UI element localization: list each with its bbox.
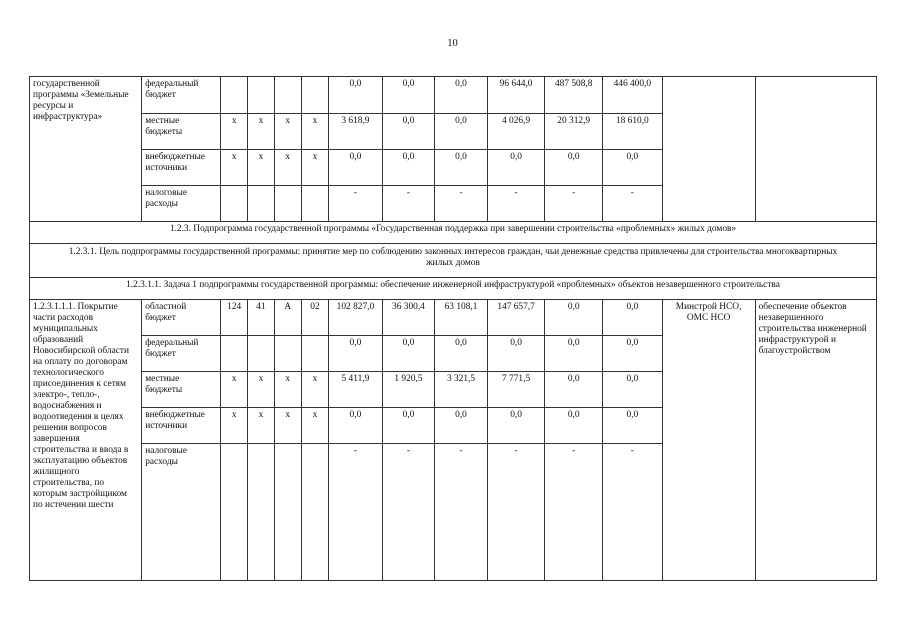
code-cell — [274, 186, 301, 222]
code-cell: 02 — [301, 300, 328, 336]
value-cell: - — [545, 444, 603, 581]
code-cell: х — [221, 114, 248, 150]
value-cell: - — [435, 186, 488, 222]
value-cell: 0,0 — [603, 300, 663, 336]
source-cell: налоговые расходы — [142, 186, 221, 222]
code-cell — [274, 336, 301, 372]
table-row — [30, 300, 877, 336]
value-cell: 20 312,9 — [545, 114, 603, 150]
code-cell: х — [301, 372, 328, 408]
activity-label: 1.2.3.1.1.1. Покрытие части расходов муниципальных образований Новосибирской области на оплату по договорам технологического присоединения к сетям электро-, тепло-, водоснабжения и водоотведения в целях решения вопросов завершения строительства и ввода в эксплуатацию объектов жилищного строительства, по которым застройщиком по истечении шести — [30, 300, 142, 581]
value-cell: 102 827,0 — [329, 300, 383, 336]
value-cell: 0,0 — [329, 408, 383, 444]
code-cell — [274, 444, 301, 581]
value-cell: 0,0 — [487, 150, 545, 186]
code-cell — [301, 444, 328, 581]
code-cell: А — [274, 300, 301, 336]
code-cell: х — [221, 150, 248, 186]
value-cell: 36 300,4 — [382, 300, 435, 336]
value-cell: 0,0 — [382, 150, 435, 186]
value-cell: 3 618,9 — [329, 114, 383, 150]
code-cell: х — [274, 150, 301, 186]
code-cell — [221, 186, 248, 222]
code-cell — [248, 444, 274, 581]
value-cell: 147 657,7 — [487, 300, 545, 336]
code-cell: х — [274, 114, 301, 150]
code-cell: х — [301, 408, 328, 444]
value-cell: 0,0 — [545, 150, 603, 186]
value-cell: 0,0 — [435, 114, 488, 150]
value-cell: - — [487, 186, 545, 222]
code-cell: х — [248, 372, 274, 408]
code-cell: х — [301, 150, 328, 186]
code-cell — [301, 77, 328, 114]
value-cell: - — [382, 444, 435, 581]
value-cell: 63 108,1 — [435, 300, 488, 336]
value-cell: 0,0 — [545, 300, 603, 336]
code-cell — [274, 77, 301, 114]
value-cell: 0,0 — [545, 408, 603, 444]
code-cell: х — [221, 408, 248, 444]
code-cell — [301, 336, 328, 372]
value-cell: 3 321,5 — [435, 372, 488, 408]
value-cell: 0,0 — [545, 336, 603, 372]
code-cell: х — [301, 114, 328, 150]
budget-table — [29, 76, 877, 581]
source-cell: местные бюджеты — [142, 114, 221, 150]
table-row — [30, 278, 877, 300]
value-cell: - — [603, 186, 663, 222]
value-cell: 5 411,9 — [329, 372, 383, 408]
code-cell — [301, 186, 328, 222]
subprogram-header: 1.2.3. Подпрограмма государственной программы «Государственная поддержка при завершении строительства «проблемных» жилых домов» — [30, 222, 877, 244]
result-cell — [755, 77, 876, 222]
value-cell: 0,0 — [545, 372, 603, 408]
value-cell: 0,0 — [382, 336, 435, 372]
value-cell: 0,0 — [435, 408, 488, 444]
source-cell: федеральный бюджет — [142, 336, 221, 372]
value-cell: - — [329, 186, 383, 222]
code-cell: х — [274, 372, 301, 408]
value-cell: 487 508,8 — [545, 77, 603, 114]
table-row — [30, 77, 877, 114]
value-cell: - — [435, 444, 488, 581]
value-cell: 0,0 — [603, 372, 663, 408]
code-cell — [248, 336, 274, 372]
source-cell: местные бюджеты — [142, 372, 221, 408]
code-cell: х — [248, 150, 274, 186]
value-cell: 0,0 — [603, 150, 663, 186]
value-cell: 0,0 — [382, 77, 435, 114]
value-cell: - — [329, 444, 383, 581]
code-cell: х — [248, 408, 274, 444]
source-cell: налоговые расходы — [142, 444, 221, 581]
value-cell: 0,0 — [329, 336, 383, 372]
value-cell: 1 920,5 — [382, 372, 435, 408]
value-cell: - — [545, 186, 603, 222]
value-cell: 4 026,9 — [487, 114, 545, 150]
code-cell — [248, 77, 274, 114]
code-cell: х — [221, 372, 248, 408]
code-cell: х — [248, 114, 274, 150]
executor-cell — [662, 77, 755, 222]
value-cell: 0,0 — [382, 408, 435, 444]
code-cell — [248, 186, 274, 222]
value-cell: 446 400,0 — [603, 77, 663, 114]
value-cell: - — [382, 186, 435, 222]
table-row — [30, 222, 877, 244]
code-cell: х — [274, 408, 301, 444]
value-cell: 0,0 — [435, 150, 488, 186]
value-cell: 0,0 — [435, 77, 488, 114]
value-cell: 0,0 — [603, 408, 663, 444]
value-cell: 0,0 — [435, 336, 488, 372]
value-cell: 0,0 — [487, 336, 545, 372]
goal-header: 1.2.3.1. Цель подпрограммы государственной программы: принятие мер по соблюдению законных интересов граждан, чьи денежные средства привлечены для строительства многоквартирных жилых домов — [30, 244, 877, 278]
value-cell: 0,0 — [329, 150, 383, 186]
page-number: 10 — [447, 38, 458, 49]
value-cell: 0,0 — [603, 336, 663, 372]
code-cell — [221, 77, 248, 114]
source-cell: внебюджетные источники — [142, 150, 221, 186]
value-cell: 0,0 — [329, 77, 383, 114]
program-label: государственной программы «Земельные ресурсы и инфраструктура» — [30, 77, 142, 222]
source-cell: федеральный бюджет — [142, 77, 221, 114]
code-cell — [221, 444, 248, 581]
value-cell: 0,0 — [487, 408, 545, 444]
value-cell: 7 771,5 — [487, 372, 545, 408]
code-cell: 124 — [221, 300, 248, 336]
source-cell: областной бюджет — [142, 300, 221, 336]
table-row — [30, 244, 877, 278]
value-cell: 0,0 — [382, 114, 435, 150]
code-cell: 41 — [248, 300, 274, 336]
value-cell: - — [487, 444, 545, 581]
value-cell: 18 610,0 — [603, 114, 663, 150]
value-cell: 96 644,0 — [487, 77, 545, 114]
code-cell — [221, 336, 248, 372]
value-cell: - — [603, 444, 663, 581]
executor-cell: Минстрой НСО, ОМС НСО — [662, 300, 755, 581]
source-cell: внебюджетные источники — [142, 408, 221, 444]
result-cell: обеспечение объектов незавершенного строительства инженерной инфраструктурой и благоустройством — [755, 300, 876, 581]
task-header: 1.2.3.1.1. Задача 1 подпрограммы государственной программы: обеспечение инженерной инфраструктурой «проблемных» объектов незавершенного строительства — [30, 278, 877, 300]
